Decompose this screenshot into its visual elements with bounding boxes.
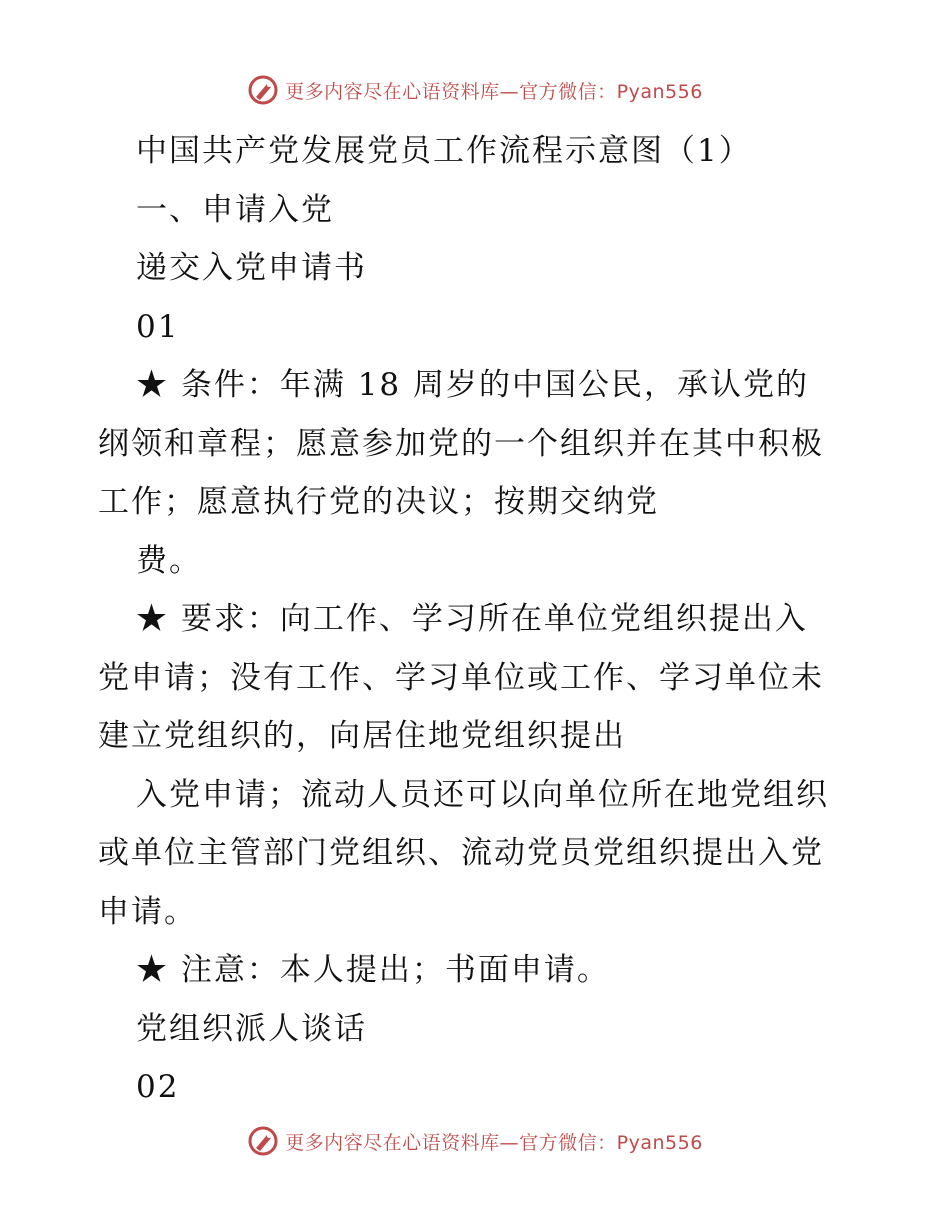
paragraph-line: 入党申请；流动人员还可以向单位所在地党组织 <box>136 776 829 813</box>
document-body <box>98 122 858 1117</box>
paragraph-line: 费。 <box>136 542 202 579</box>
paragraph-line: ★ 条件：年满 18 周岁的中国公民，承认党的 <box>136 367 810 403</box>
paragraph-line: ★ 注意：本人提出；书面申请。 <box>136 952 610 988</box>
watermark-text: 更多内容尽在心语资料库—官方微信：Pyan556 <box>285 80 703 103</box>
paragraph-line: 或单位主管部门党组织、流动党员党组织提出入党 <box>98 835 824 871</box>
watermark-footer <box>0 1121 950 1161</box>
watermark-header <box>0 70 950 110</box>
pen-logo-icon <box>247 1125 279 1157</box>
paragraph-line: 纲领和章程；愿意参加党的一个组织并在其中积极 <box>98 425 824 462</box>
paragraph-line: 申请。 <box>98 893 197 930</box>
paragraph-line: 工作；愿意执行党的决议；按期交纳党 <box>98 484 659 520</box>
step-title: 递交入党申请书 <box>136 250 367 286</box>
document-title: 中国共产党发展党员工作流程示意图（1） <box>136 133 752 169</box>
watermark-text: 更多内容尽在心语资料库—官方微信：Pyan556 <box>285 1131 703 1154</box>
step-title: 党组织派人谈话 <box>136 1010 367 1047</box>
step-number: 01 <box>136 308 180 345</box>
paragraph-line: 党申请；没有工作、学习单位或工作、学习单位未 <box>98 659 824 696</box>
step-number: 02 <box>136 1069 180 1105</box>
pen-logo-icon <box>247 74 279 106</box>
paragraph-line: ★ 要求：向工作、学习所在单位党组织提出入 <box>136 601 808 637</box>
paragraph-line: 建立党组织的，向居住地党组织提出 <box>98 718 626 754</box>
section-heading: 一、申请入党 <box>136 191 334 228</box>
